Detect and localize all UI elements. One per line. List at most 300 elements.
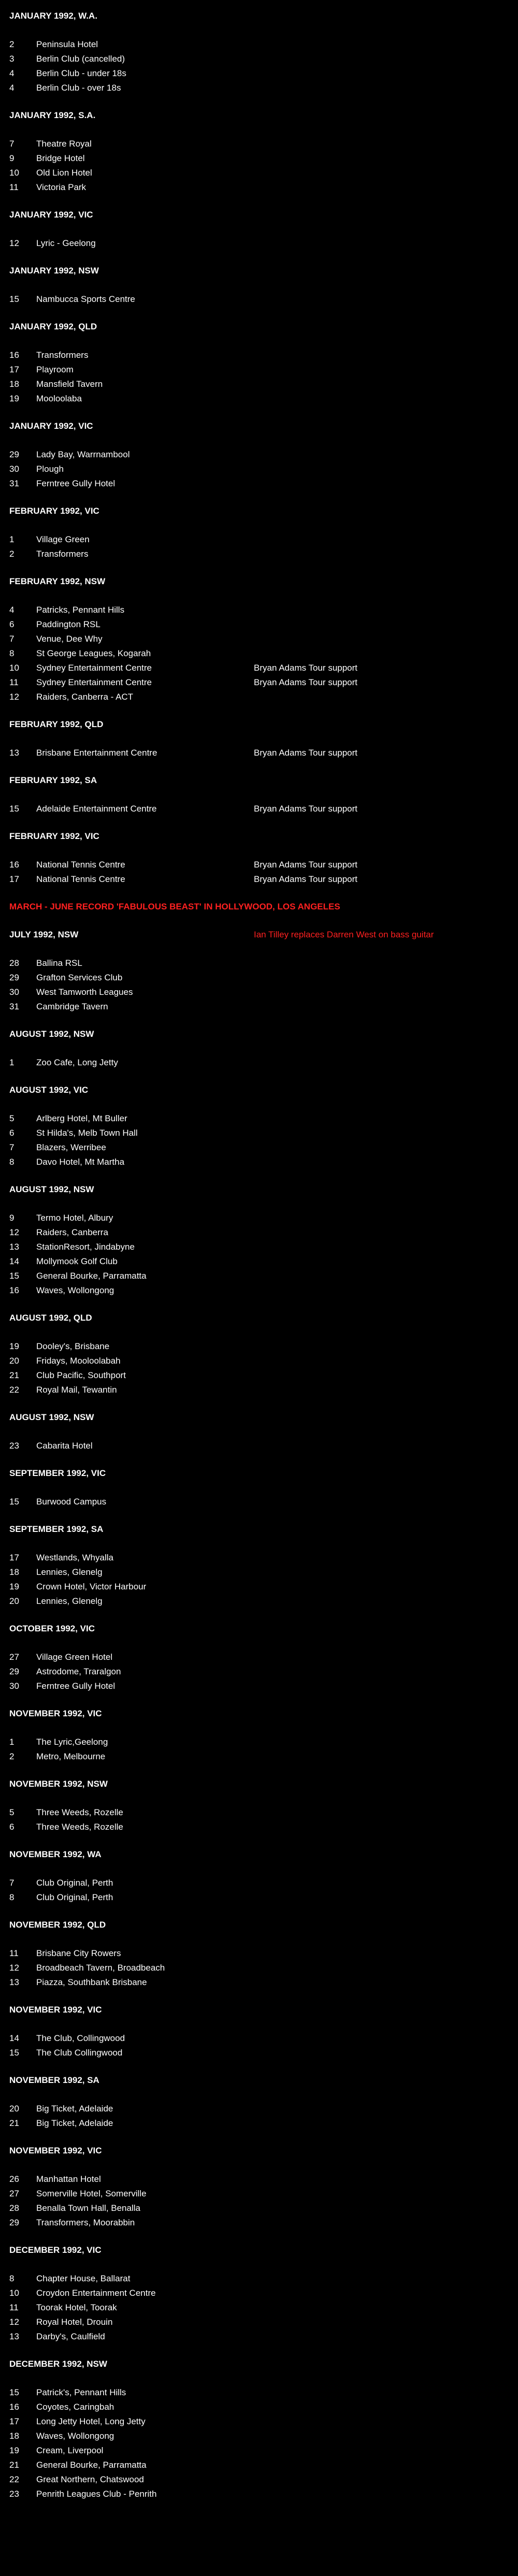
date-day: 23 [9,2489,19,2499]
venue-name: The Club Collingwood [36,2048,123,2058]
venue-name: Brisbane City Rowers [36,1948,121,1958]
venue-name: National Tennis Centre [36,860,125,870]
venue-name: Blazers, Werribee [36,1142,106,1152]
date-day: 6 [9,1128,15,1138]
date-day: 9 [9,153,15,163]
tour-section [0,1074,518,1174]
date-row [9,872,518,887]
date-row [9,348,518,363]
date-row [9,802,518,816]
date-day: 14 [9,2033,19,2043]
date-day: 10 [9,168,19,178]
date-day: 5 [9,1113,15,1123]
date-row [9,2385,518,2400]
tour-section [0,764,518,820]
date-day: 30 [9,987,19,997]
tour-section [0,255,518,311]
date-row [9,1650,518,1665]
tour-section [0,1174,518,1302]
date-row [9,137,518,151]
date-day: 17 [9,2416,19,2426]
tour-section [0,311,518,410]
venue-name: Somerville Hotel, Somerville [36,2189,147,2198]
section-title: FEBRUARY 1992, QLD [9,719,104,729]
venue-name: Sydney Entertainment Centre [36,677,152,687]
date-row [9,2458,518,2472]
date-day: 13 [9,1242,19,1252]
row-note: Bryan Adams Tour support [254,663,358,673]
date-day: 2 [9,1752,15,1761]
date-day: 12 [9,2317,19,2327]
date-row [9,292,518,307]
date-row [9,985,518,1000]
date-row [9,1805,518,1820]
venue-name: Penrith Leagues Club - Penrith [36,2489,157,2499]
section-header [9,1401,518,1425]
date-day: 10 [9,2288,19,2298]
venue-name: Mollymook Golf Club [36,1256,118,1266]
section-header [9,1839,518,1862]
date-day: 15 [9,2387,19,2397]
date-row [9,746,518,760]
date-day: 21 [9,2460,19,2470]
date-day: 28 [9,958,19,968]
date-list [9,915,518,919]
date-list [9,1042,518,1074]
venue-name: Bridge Hotel [36,153,85,163]
date-row [9,476,518,491]
date-row [9,646,518,661]
row-note: Bryan Adams Tour support [254,748,358,758]
section-title: FEBRUARY 1992, SA [9,775,97,785]
date-day: 13 [9,748,19,758]
date-row [9,2216,518,2230]
venue-name: Chapter House, Ballarat [36,2274,131,2283]
section-title: FEBRUARY 1992, VIC [9,506,99,516]
date-row [9,1890,518,1905]
tour-section [0,1457,518,1513]
section-header [9,495,518,519]
section-header [9,1074,518,1098]
date-row [9,166,518,180]
venue-name: Raiders, Canberra - ACT [36,692,134,702]
date-day: 19 [9,394,19,403]
date-day: 19 [9,1341,19,1351]
date-day: 20 [9,1356,19,1366]
venue-name: Toorak Hotel, Toorak [36,2303,117,2312]
date-day: 15 [9,1271,19,1281]
venue-name: Burwood Campus [36,1497,107,1507]
date-row [9,2116,518,2131]
tour-section [0,410,518,495]
tour-section [0,99,518,199]
date-row [9,675,518,690]
date-row [9,956,518,971]
date-day: 18 [9,379,19,389]
venue-name: Manhattan Hotel [36,2174,101,2184]
date-row [9,547,518,561]
date-day: 30 [9,464,19,474]
date-row [9,1594,518,1609]
venue-name: Davo Hotel, Mt Martha [36,1157,125,1167]
date-list [9,1792,518,1839]
date-row [9,1140,518,1155]
venue-name: General Bourke, Parramatta [36,1271,147,1281]
date-day: 11 [9,2303,19,2312]
date-day: 17 [9,1553,19,1562]
date-list [9,1721,518,1768]
tour-section [0,891,518,919]
section-title: JANUARY 1992, W.A. [9,11,98,21]
date-row [9,1495,518,1509]
date-day: 16 [9,860,19,870]
date-day: 7 [9,139,15,149]
tour-section [0,199,518,255]
section-title: SEPTEMBER 1992, VIC [9,1468,106,1478]
date-day: 8 [9,1157,15,1167]
venue-name: Transformers [36,549,89,559]
venue-name: Venue, Dee Why [36,634,103,644]
section-title: NOVEMBER 1992, SA [9,2075,99,2085]
date-day: 8 [9,1892,15,1902]
venue-name: Old Lion Hotel [36,168,92,178]
date-list [9,2018,518,2064]
date-list [9,844,518,891]
section-title: OCTOBER 1992, VIC [9,1624,95,1633]
date-row [9,1820,518,1834]
date-list [9,1425,518,1457]
date-day: 1 [9,1058,15,1067]
venue-name: Benalla Town Hall, Benalla [36,2203,140,2213]
date-list [9,434,518,495]
section-title: NOVEMBER 1992, WA [9,1849,102,1859]
section-title: FEBRUARY 1992, VIC [9,831,99,841]
date-row [9,2315,518,2329]
section-header [9,1613,518,1637]
date-row [9,1749,518,1764]
venue-name: The Lyric,Geelong [36,1737,108,1747]
date-row [9,690,518,704]
date-row [9,52,518,66]
tour-section [0,1513,518,1613]
date-row [9,236,518,251]
date-day: 21 [9,2118,19,2128]
date-day: 2 [9,549,15,559]
date-day: 12 [9,1963,19,1973]
venue-name: Transformers, Moorabbin [36,2218,135,2227]
date-day: 19 [9,2445,19,2455]
venue-name: Long Jetty Hotel, Long Jetty [36,2416,146,2426]
date-row [9,2046,518,2060]
tour-section [0,820,518,891]
date-day: 16 [9,2402,19,2412]
tour-section [0,2135,518,2234]
section-header [9,0,518,24]
date-list [9,1197,518,1302]
section-header [9,1513,518,1537]
date-row [9,1679,518,1694]
section-header [9,410,518,434]
venue-name: Coyotes, Caringbah [36,2402,114,2412]
date-row [9,2300,518,2315]
date-list [9,589,518,708]
date-row [9,1225,518,1240]
date-day: 15 [9,2048,19,2058]
date-row [9,1383,518,1397]
section-header [9,199,518,223]
venue-name: Theatre Royal [36,139,92,149]
date-day: 14 [9,1256,19,1266]
date-day: 22 [9,2474,19,2484]
date-day: 8 [9,648,15,658]
date-row [9,66,518,81]
date-day: 16 [9,1285,19,1295]
section-title: JANUARY 1992, VIC [9,210,93,220]
date-list [9,519,518,566]
date-row [9,1269,518,1283]
date-row [9,2187,518,2201]
date-day: 6 [9,1822,15,1832]
date-row [9,2172,518,2187]
venue-name: Berlin Club - over 18s [36,83,121,93]
venue-name: Mooloolaba [36,394,82,403]
date-day: 13 [9,2332,19,2341]
date-day: 31 [9,479,19,488]
date-row [9,617,518,632]
tour-section [0,1698,518,1768]
date-day: 5 [9,1807,15,1817]
section-title: JANUARY 1992, VIC [9,421,93,431]
date-list [9,279,518,311]
date-day: 8 [9,2274,15,2283]
date-day: 26 [9,2174,19,2184]
date-row [9,180,518,195]
date-day: 20 [9,1596,19,1606]
date-row [9,2487,518,2501]
date-day: 15 [9,294,19,304]
date-day: 28 [9,2203,19,2213]
date-list [9,1098,518,1174]
section-header [9,255,518,279]
date-row [9,532,518,547]
date-day: 13 [9,1977,19,1987]
venue-name: The Club, Collingwood [36,2033,125,2043]
date-row [9,1211,518,1225]
date-day: 17 [9,874,19,884]
row-note: Bryan Adams Tour support [254,860,358,870]
venue-name: Patrick's, Pennant Hills [36,2387,126,2397]
venue-name: National Tennis Centre [36,874,125,884]
date-list [9,788,518,820]
tour-section [0,919,518,1018]
venue-name: Westlands, Whyalla [36,1553,113,1562]
section-header [9,891,518,915]
venue-name: Ferntree Gully Hotel [36,479,116,488]
date-row [9,1551,518,1565]
date-day: 2 [9,39,15,49]
date-list [9,24,518,99]
venue-name: Great Northern, Chatswood [36,2474,144,2484]
venue-name: Fridays, Mooloolabah [36,1356,121,1366]
date-row [9,1735,518,1749]
date-row [9,2271,518,2286]
tour-section [0,1839,518,1909]
date-day: 7 [9,634,15,644]
section-title: NOVEMBER 1992, VIC [9,1709,102,1718]
date-list [9,2372,518,2506]
row-note: Bryan Adams Tour support [254,804,358,814]
date-row [9,1876,518,1890]
date-day: 31 [9,1002,19,1011]
date-row [9,447,518,462]
section-header [9,2064,518,2088]
section-header [9,708,518,732]
section-header [9,1457,518,1481]
date-row [9,1354,518,1368]
date-row [9,1155,518,1169]
venue-name: Arlberg Hotel, Mt Buller [36,1113,127,1123]
section-title: NOVEMBER 1992, NSW [9,1779,108,1789]
venue-name: Lennies, Glenelg [36,1596,103,1606]
date-row [9,2201,518,2216]
venue-name: West Tamworth Leagues [36,987,133,997]
venue-name: Patricks, Pennant Hills [36,605,125,615]
venue-name: General Bourke, Parramatta [36,2460,147,2470]
date-day: 17 [9,365,19,374]
venue-name: Darby's, Caulfield [36,2332,105,2341]
date-row [9,462,518,476]
tour-section [0,495,518,566]
venue-name: Cabarita Hotel [36,1441,93,1451]
venue-name: Village Green Hotel [36,1652,113,1662]
date-day: 12 [9,1227,19,1237]
date-row [9,971,518,985]
date-row [9,632,518,646]
date-list [9,1637,518,1698]
section-title: AUGUST 1992, NSW [9,1029,94,1039]
date-row [9,2429,518,2443]
date-day: 11 [9,677,19,687]
date-day: 27 [9,2189,19,2198]
date-day: 29 [9,450,19,459]
date-day: 12 [9,692,19,702]
section-title: NOVEMBER 1992, VIC [9,2005,102,2015]
date-list [9,1933,518,1994]
date-row [9,1946,518,1961]
section-title: AUGUST 1992, VIC [9,1085,89,1095]
date-day: 29 [9,973,19,982]
tour-section [0,708,518,764]
section-title: DECEMBER 1992, NSW [9,2359,107,2369]
section-title: NOVEMBER 1992, VIC [9,2146,102,2155]
venue-name: Ferntree Gully Hotel [36,1681,116,1691]
section-header [9,1174,518,1197]
date-row [9,2472,518,2487]
date-row [9,1961,518,1975]
venue-name: Zoo Cafe, Long Jetty [36,1058,118,1067]
date-day: 30 [9,1681,19,1691]
venue-name: Cream, Liverpool [36,2445,104,2455]
date-row [9,1254,518,1269]
section-title: JULY 1992, NSW [9,930,79,939]
tour-section [0,1994,518,2064]
section-title: JANUARY 1992, QLD [9,322,97,331]
section-title: AUGUST 1992, NSW [9,1412,94,1422]
section-header [9,99,518,123]
venue-name: Club Pacific, Southport [36,1370,126,1380]
tour-section [0,1401,518,1457]
date-list [9,1862,518,1909]
section-title: FEBRUARY 1992, NSW [9,576,106,586]
date-list [9,2088,518,2135]
tour-section [0,2234,518,2348]
section-header [9,2135,518,2159]
venue-name: Cambridge Tavern [36,1002,108,1011]
date-row [9,1665,518,1679]
date-day: 29 [9,1667,19,1676]
date-list [9,732,518,764]
date-row [9,1283,518,1298]
date-row [9,37,518,52]
date-day: 16 [9,350,19,360]
row-note: Bryan Adams Tour support [254,874,358,884]
date-day: 3 [9,54,15,64]
date-row [9,2286,518,2300]
venue-name: Croydon Entertainment Centre [36,2288,156,2298]
venue-name: Lennies, Glenelg [36,1567,103,1577]
section-header [9,311,518,335]
date-row [9,1111,518,1126]
venue-name: Lyric - Geelong [36,238,96,248]
date-list [9,1326,518,1401]
section-header [9,1768,518,1792]
section-header [9,1994,518,2018]
date-row [9,603,518,617]
date-list [9,943,518,1018]
venue-name: Royal Hotel, Drouin [36,2317,113,2327]
venue-name: Sydney Entertainment Centre [36,663,152,673]
date-day: 23 [9,1441,19,1451]
venue-name: Ballina RSL [36,958,82,968]
venue-name: Metro, Melbourne [36,1752,106,1761]
section-title: JANUARY 1992, NSW [9,266,99,276]
venue-name: Dooley's, Brisbane [36,1341,110,1351]
venue-name: Crown Hotel, Victor Harbour [36,1582,147,1591]
section-header [9,1018,518,1042]
section-header [9,764,518,788]
date-day: 15 [9,1497,19,1507]
section-title: JANUARY 1992, S.A. [9,110,96,120]
date-day: 29 [9,2218,19,2227]
section-title: MARCH - JUNE RECORD 'FABULOUS BEAST' IN HOLLYWOOD, LOS ANGELES [9,902,340,911]
date-row [9,151,518,166]
venue-name: Three Weeds, Rozelle [36,1822,123,1832]
venue-name: Club Original, Perth [36,1878,113,1888]
venue-name: Victoria Park [36,182,87,192]
tour-section [0,1302,518,1401]
section-title: AUGUST 1992, QLD [9,1313,92,1323]
venue-name: Termo Hotel, Albury [36,1213,113,1223]
venue-name: Paddington RSL [36,619,100,629]
venue-name: Piazza, Southbank Brisbane [36,1977,147,1987]
date-day: 4 [9,68,15,78]
tour-section [0,1018,518,1074]
date-list [9,1537,518,1613]
tour-section [0,1909,518,1994]
section-title: SEPTEMBER 1992, SA [9,1524,104,1534]
venue-name: Berlin Club - under 18s [36,68,126,78]
section-header [9,2348,518,2372]
